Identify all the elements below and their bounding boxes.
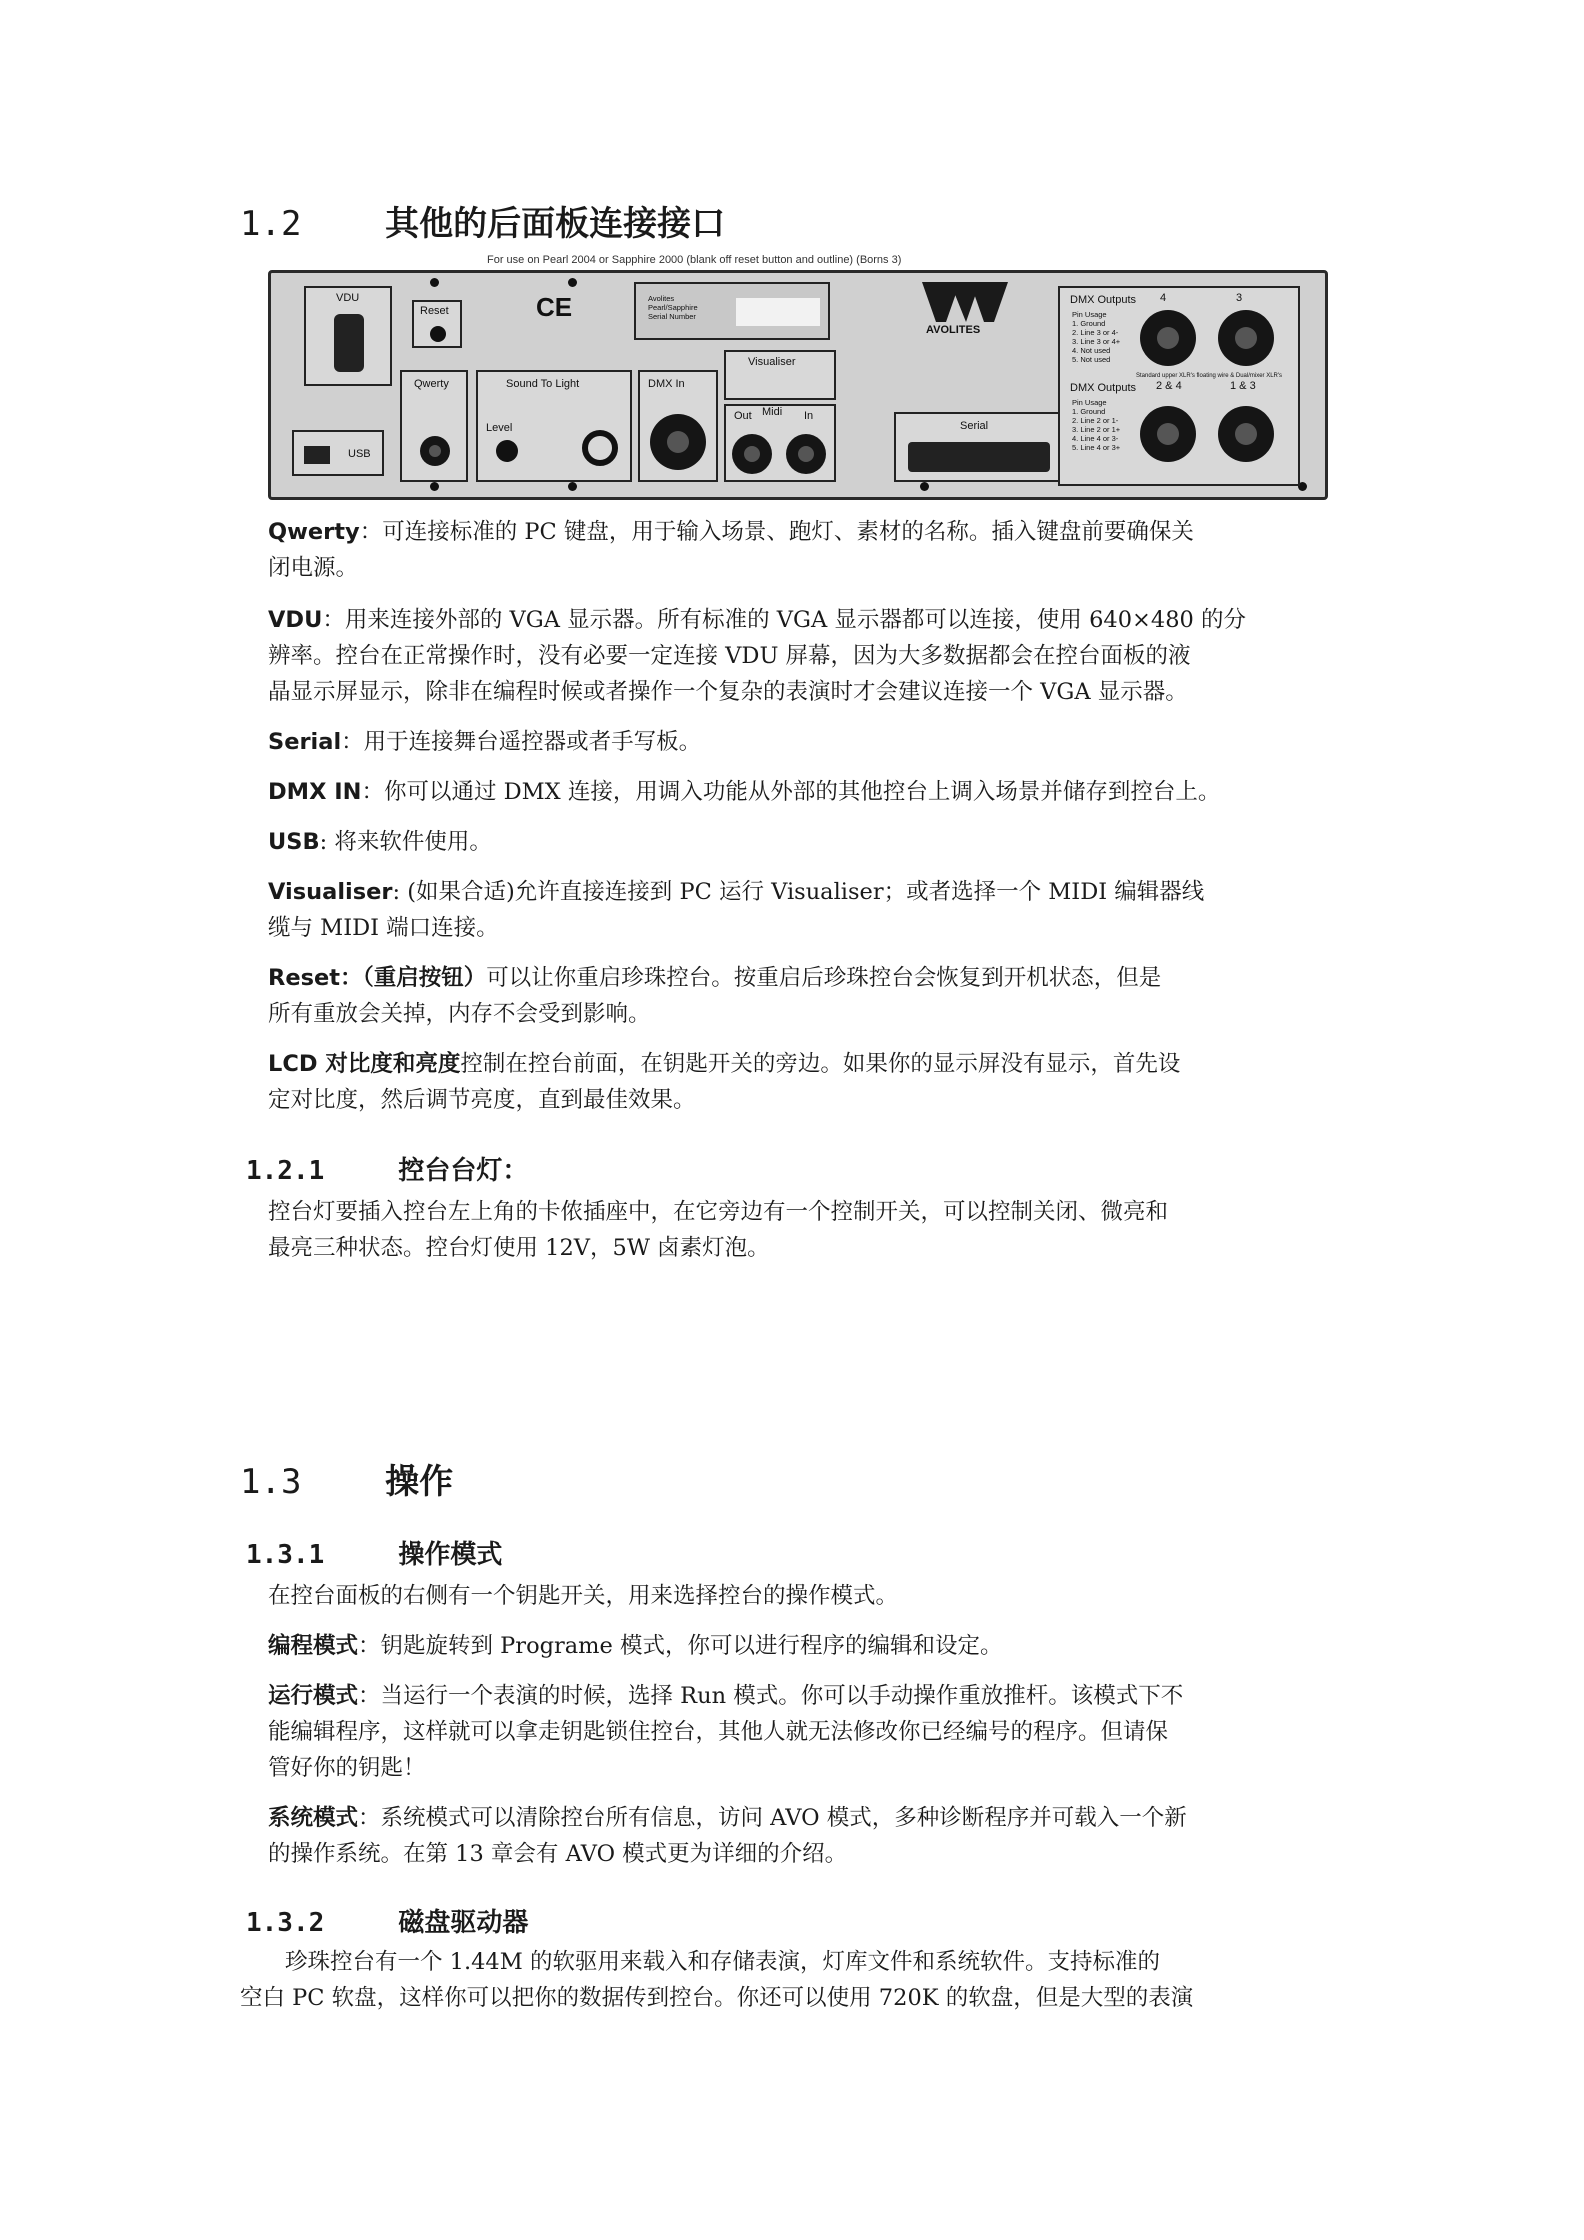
term: USB [268,829,320,855]
paragraph-modes-intro: 在控台面板的右侧有一个钥匙开关，用来选择控台的操作模式。 [268,1583,899,1609]
sound-to-light-port [476,370,632,482]
compat-note: Standard upper XLR's floating wire & Dual/mixer XLR's [1136,373,1283,379]
section-title: 控台台灯： [398,1156,529,1186]
section-title: 操作模式 [398,1540,503,1570]
dmx-output-2-4-connector-icon [1140,406,1196,462]
reset-port [412,300,462,348]
paragraph-system-mode: 系统模式：系统模式可以清除控台所有信息，访问 AVO 模式，多种诊断程序并可载入一个新 的操作系统。在第 13 章会有 AVO 模式更为详细的介绍。 [268,1805,1187,1867]
term: Qwerty [268,519,360,545]
section-number: 1.3.1 [246,1540,325,1570]
reset-label: Reset [420,305,449,317]
dmx-output-3-connector-icon [1218,310,1274,366]
midi-in-label: In [804,410,814,422]
section-heading-1-2 [240,196,725,245]
level-knob-icon [496,440,518,462]
section-number: 1.3 [240,1462,302,1502]
logo-text: AVOLITES [926,324,981,336]
xlr-connector-icon [650,414,706,470]
dmx-outputs [1058,286,1300,486]
screw-dot [568,482,577,491]
screw-dot [430,482,439,491]
pin-usage-top: Pin Usage 1. Ground 2. Line 3 or 4- 3. Line 3 or 4+ 4. Not used 5. Not used [1072,310,1121,364]
midi-in-connector-icon [786,434,826,474]
paragraph-lcd: LCD 对比度和亮度控制在控台前面，在钥匙开关的旁边。如果你的显示屏没有显示，首先设 定对比度，然后调节亮度，直到最佳效果。 [268,1051,1181,1113]
output-number: 3 [1236,292,1243,304]
term: DMX IN [268,779,362,805]
vga-connector-icon [334,314,364,372]
pin-usage-bottom: Pin Usage 1. Ground 2. Line 2 or 1- 3. Line 2 or 1+ 4. Line 4 or 3- 5. Line 4 or 3+ [1072,398,1121,452]
dmx-outputs-bottom-label: DMX Outputs [1070,382,1137,394]
output-number: 4 [1160,292,1167,304]
rear-panel-diagram [268,270,1328,500]
serial-plate-line: Avolites [648,294,675,303]
paragraph-reset: Reset：（重启按钮）可以让你重启珍珠控台。按重启后珍珠控台会恢复到开机状态，但是 所有重放会关掉，内存不会受到影响。 [268,965,1162,1027]
section-number: 1.2.1 [246,1156,325,1186]
term: LCD 对比度和亮度 [268,1051,461,1077]
section-number: 1.2 [240,204,302,244]
dmx-in-port [638,370,718,482]
term: Visualiser [268,879,393,905]
avolites-logo [920,280,1010,340]
paragraph-dmx-in: DMX IN：你可以通过 DMX 连接，用调入功能从外部的其他控台上调入场景并储存到控台上。 [268,779,1221,805]
dmx-outputs-top-label: DMX Outputs [1070,294,1137,306]
term: 系统模式 [268,1805,359,1831]
db25-connector-icon [908,442,1050,472]
ps2-connector-icon [420,436,450,466]
dmx-output-4-connector-icon [1140,310,1196,366]
vdu-label: VDU [336,292,360,304]
sound-to-light-label: Sound To Light [506,378,580,390]
section-heading-1-2-1 [246,1150,528,1187]
output-number: 2 & 4 [1156,380,1182,392]
audio-jack-icon [582,430,618,466]
screw-dot [920,482,929,491]
section-heading-1-3-2 [246,1902,528,1939]
section-number: 1.3.2 [246,1908,325,1938]
section-heading-1-3 [240,1454,453,1503]
midi-out-connector-icon [732,434,772,474]
screw-dot [568,278,577,287]
panel-caption: For use on Pearl 2004 or Sapphire 2000 (blank off reset button and outline) (Borns 3) [487,254,902,266]
dmx-in-label: DMX In [648,378,685,390]
paragraph-usb: USB: 将来软件使用。 [268,829,492,855]
visualiser-port [724,350,836,400]
ce-mark: CE [536,292,573,322]
serial-label: Serial [960,420,989,432]
serial-port [894,412,1064,482]
paragraph-program-mode: 编程模式：钥匙旋转到 Programe 模式，你可以进行程序的编辑和设定。 [268,1633,1003,1659]
usb-port [292,430,384,476]
paragraph-vdu: VDU：用来连接外部的 VGA 显示器。所有标准的 VGA 显示器都可以连接，使用 640×480 的分 辨率。控台在正常操作时，没有必要一定连接 VDU 屏幕，因为大多数据都会在控台面板的液 晶显示屏显示，除非在编程时候或者操作一个复杂的表演时才会建议连接一个 VGA 显示器。 [268,607,1246,705]
serial-plate-line: Pearl/Sapphire [648,303,698,312]
usb-label: USB [348,448,371,460]
section-title: 磁盘驱动器 [398,1908,529,1938]
term: 编程模式 [268,1633,359,1659]
term: Serial [268,729,342,755]
reset-button-icon [430,326,446,342]
visualiser-label: Visualiser [748,356,796,368]
serial-blank-field [736,298,820,326]
paragraph-qwerty: Qwerty：可连接标准的 PC 键盘，用于输入场景、跑灯、素材的名称。插入键盘前要确保关 闭电源。 [268,519,1194,581]
midi-port [724,404,836,482]
term: Reset：（重启按钮） [268,965,487,991]
paragraph-lamp: 控台灯要插入控台左上角的卡侬插座中，在它旁边有一个控制开关，可以控制关闭、微亮和 最亮三种状态。控台灯使用 12V，5W 卤素灯泡。 [268,1199,1169,1261]
paragraph-serial: Serial：用于连接舞台遥控器或者手写板。 [268,729,702,755]
term: 运行模式 [268,1683,359,1709]
section-title: 其他的后面板连接接口 [385,204,726,244]
paragraph-run-mode: 运行模式：当运行一个表演的时候，选择 Run 模式。你可以手动操作重放推杆。该模式下不 能编辑程序，这样就可以拿走钥匙锁住控台，其他人就无法修改你已经编号的程序。但请保 管好你的钥匙！ [268,1683,1184,1781]
output-number: 1 & 3 [1230,380,1256,392]
usb-connector-icon [304,446,330,464]
level-label: Level [486,422,513,434]
qwerty-port [400,370,468,482]
serial-plate-line: Serial Number [648,312,696,321]
serial-number-plate [634,282,830,340]
paragraph-visualiser: Visualiser: (如果合适)允许直接连接到 PC 运行 Visualiser；或者选择一个 MIDI 编辑器线 缆与 MIDI 端口连接。 [268,879,1205,941]
section-title: 操作 [385,1462,454,1502]
screw-dot [430,278,439,287]
qwerty-label: Qwerty [414,378,449,390]
term: VDU [268,607,323,633]
paragraph-disk-drive: 珍珠控台有一个 1.44M 的软驱用来载入和存储表演，灯库文件和系统软件。支持标准的 空白 PC 软盘，这样你可以把你的数据传到控台。你还可以使用 720K 的软盘，但是大型的表演 [240,1949,1194,2011]
midi-label: Midi [762,406,783,418]
section-heading-1-3-1 [246,1534,502,1571]
midi-out-label: Out [734,410,752,422]
vdu-port [304,286,392,386]
dmx-output-1-3-connector-icon [1218,406,1274,462]
